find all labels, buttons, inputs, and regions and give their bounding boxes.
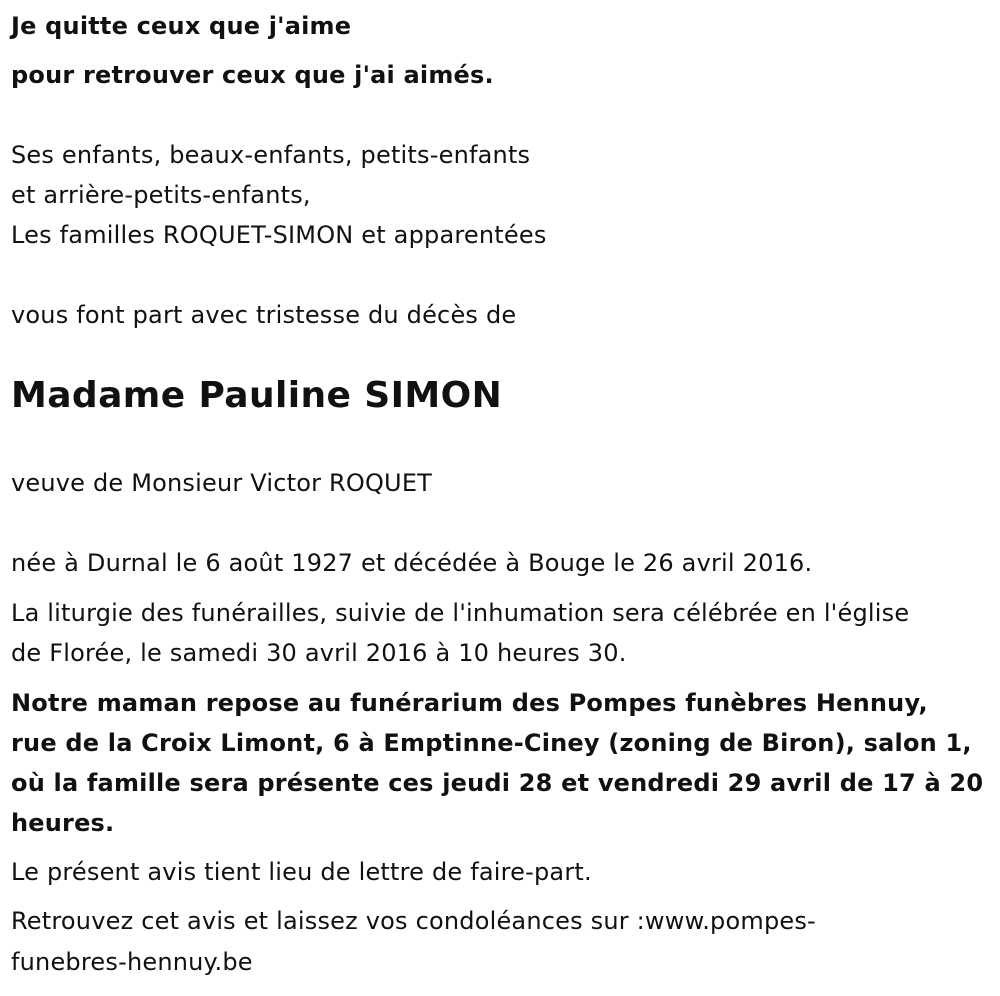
condolences-line-2: funebres-hennuy.be bbox=[11, 948, 253, 976]
widow-of-text: veuve de Monsieur Victor ROQUET bbox=[11, 469, 433, 497]
repose-line-2: rue de la Croix Limont, 6 à Emptinne-Ciney (zoning de Biron), salon 1, bbox=[11, 729, 972, 757]
liturgy-line-2: de Florée, le samedi 30 avril 2016 à 10 heures 30. bbox=[11, 639, 627, 667]
family-line-2: et arrière-petits-enfants, bbox=[11, 181, 311, 209]
repose-line-1: Notre maman repose au funérarium des Pompes funèbres Hennuy, bbox=[11, 689, 928, 717]
notice-text: Le présent avis tient lieu de lettre de faire-part. bbox=[11, 858, 592, 886]
repose-line-4: heures. bbox=[11, 809, 115, 837]
deceased-name: Madame Pauline SIMON bbox=[11, 375, 503, 416]
repose-line-3: où la famille sera présente ces jeudi 28 et vendredi 29 avril de 17 à 20 bbox=[11, 769, 984, 797]
birth-death-text: née à Durnal le 6 août 1927 et décédée à Bouge le 26 avril 2016. bbox=[11, 549, 813, 577]
condolences-line-1: Retrouvez cet avis et laissez vos condoléances sur :www.pompes- bbox=[11, 907, 816, 935]
announcement-text: vous font part avec tristesse du décès de bbox=[11, 301, 517, 329]
epigraph-line-1: Je quitte ceux que j'aime bbox=[11, 12, 352, 40]
liturgy-line-1: La liturgie des funérailles, suivie de l'inhumation sera célébrée en l'église bbox=[11, 599, 910, 627]
epigraph-line-2: pour retrouver ceux que j'ai aimés. bbox=[11, 61, 494, 89]
family-line-1: Ses enfants, beaux-enfants, petits-enfants bbox=[11, 141, 531, 169]
family-line-3: Les familles ROQUET-SIMON et apparentées bbox=[11, 221, 547, 249]
